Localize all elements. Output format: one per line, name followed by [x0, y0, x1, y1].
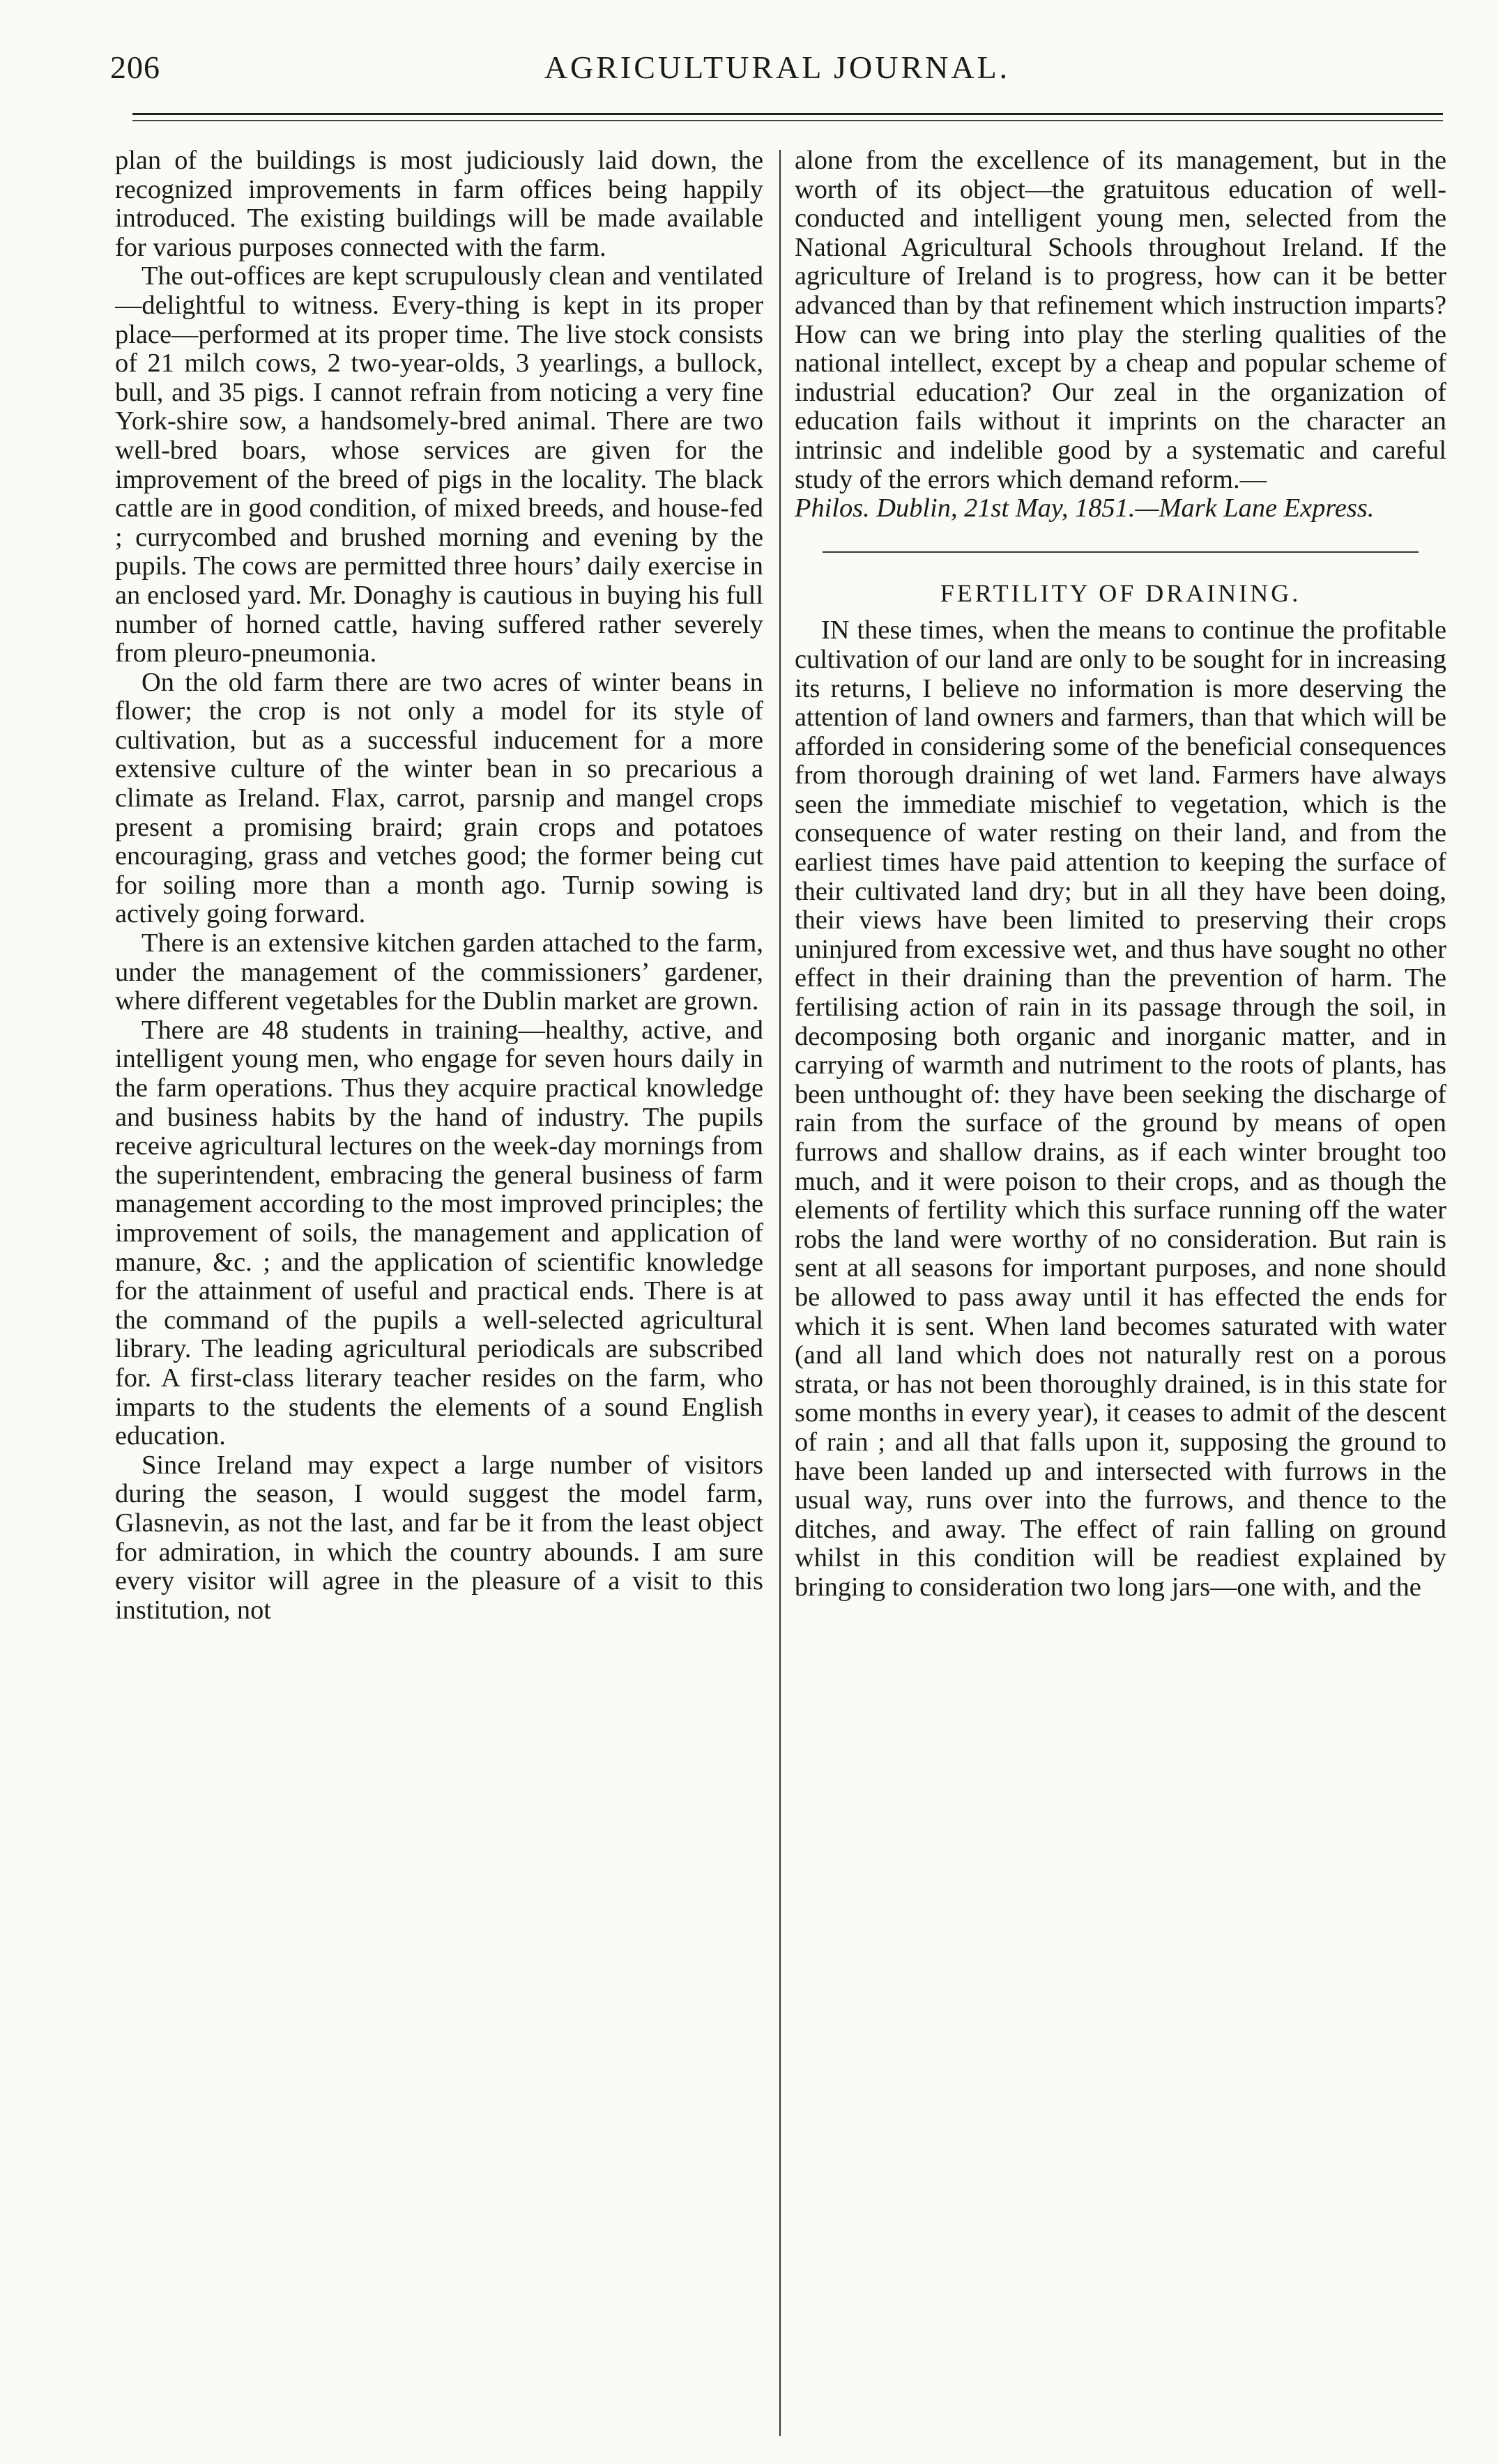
header-rule — [132, 113, 1443, 115]
left-column — [115, 146, 763, 2447]
column-divider — [779, 150, 781, 2436]
paragraph: plan of the buildings is most judiciously laid down, the recognized improvements in farm offices being happily introduced. The existing buildings will be made available for various purposes connected with the farm. — [115, 146, 763, 262]
paragraph: Since Ireland may expect a large number of visitors during the season, I would suggest the model farm, Glasnevin, as not the last, and far be it from the least object for admiration, in which the country abounds. I am sure every visitor will agree in the pleasure of a visit to this institution, not — [115, 1450, 763, 1625]
paragraph: On the old farm there are two acres of winter beans in flower; the crop is not only a model for its style of cultivation, but as a successful inducement for a more extensive culture of the winter bean in so precarious a climate as Ireland. Flax, carrot, parsnip and mangel crops present a promising braird; grain crops and potatoes encouraging, grass and vetches good; the former being cut for soiling more than a month ago. Turnip sowing is actively going forward. — [115, 667, 763, 929]
right-column — [795, 146, 1446, 2447]
paragraph: There are 48 students in training—healthy, active, and intelligent young men, who engage for seven hours daily in the farm operations. Thus they acquire practical knowledge and business habits by the hand of industry. The pupils receive agricultural lectures on the week-day mornings from the superintendent, embracing the general business of farm management according to the most improved principles; the improvement of soils, the management and application of manure, &c. ; and the application of scientific knowledge for the attainment of useful and practical ends. There is at the command of the pupils a well-selected agricultural library. The leading agricultural periodicals are subscribed for. A first-class literary teacher resides on the farm, who imparts to the students the elements of a sound English education. — [115, 1015, 763, 1451]
section-separator — [823, 551, 1419, 553]
paragraph: The out-offices are kept scrupulously clean and ventilated—delightful to witness. Every-thing is kept in its proper place—performed at its proper time. The live stock consists of 21 milch cows, 2 two-year-olds, 3 yearlings, a bullock, bull, and 35 pigs. I cannot refrain from noticing a very fine York-shire sow, a handsomely-bred animal. There are two well-bred boars, whose services are given for the improvement of the breed of pigs in the locality. The black cattle are in good condition, of mixed breeds, and house-fed ; currycombed and brushed morning and evening by the pupils. The cows are permitted three hours’ daily exercise in an enclosed yard. Mr. Donaghy is cautious in buying his full number of horned cattle, having suffered rather severely from pleuro-pneumonia. — [115, 261, 763, 668]
continued-paragraph: alone from the excellence of its management, but in the worth of its object—the gratuitous education of well-conducted and intelligent young men, selected from the National Agricultural Schools throughout Ireland. If the agriculture of Ireland is to progress, how can it be better advanced than by that refinement which instruction imparts? How can we bring into play the sterling qualities of the national intellect, except by a cheap and popular scheme of industrial education? Our zeal in the organization of education fails without it imprints on the character an intrinsic and indelible good by a systematic and careful study of the errors which demand reform.— — [795, 146, 1446, 494]
header-rule-secondary — [132, 120, 1443, 121]
page-header — [105, 49, 1450, 91]
section-paragraph: IN these times, when the means to continue the profitable cultivation of our land are only to be sought for in increasing its returns, I believe no information is more deserving the attention of land owners and farmers, than that which will be afforded in considering some of the beneficial consequences from thorough draining of wet land. Farmers have always seen the immediate mischief to vegetation, which is the consequence of water resting on their land, and from the earliest times have paid attention to keeping the surface of their cultivated land dry; but in all they have been doing, their views have been limited to preserving their crops uninjured from excessive wet, and thus have sought no other effect in their draining than the prevention of harm. The fertilising action of rain in its passage through the soil, in decomposing both organic and inorganic matter, and in carrying of warmth and nutriment to the roots of plants, has been unthought of: they have been seeking the discharge of rain from the surface of the ground by means of open furrows and shallow drains, as if each winter brought too much, and it were poison to their crops, and as though the elements of fertility which this surface running off the water robs the land were worthy of no consideration. But rain is sent at all seasons for important purposes, and none should be allowed to pass away until it has effected the ends for which it is sent. When land becomes saturated with water (and all land which does not naturally rest on a porous strata, or has not been thoroughly drained, is in this state for some months in every year), it ceases to admit of the descent of rain ; and all that falls upon it, supposing the ground to have been landed up and intersected with furrows in the usual way, runs over into the furrows, and thence to the ditches, and away. The effect of rain falling on ground whilst in this condition will be readiest explained by bringing to consideration two long jars—one with, and the — [795, 615, 1446, 1602]
running-title: AGRICULTURAL JOURNAL. — [544, 49, 1011, 85]
paragraph: There is an extensive kitchen garden attached to the farm, under the management of the commissioners’ gardener, where different vegetables for the Dublin market are grown. — [115, 928, 763, 1016]
section-title: FERTILITY OF DRAINING. — [940, 579, 1301, 607]
article-signature: Philos. Dublin, 21st May, 1851.—Mark Lane Express. — [795, 493, 1375, 523]
page-number: 206 — [110, 49, 160, 85]
